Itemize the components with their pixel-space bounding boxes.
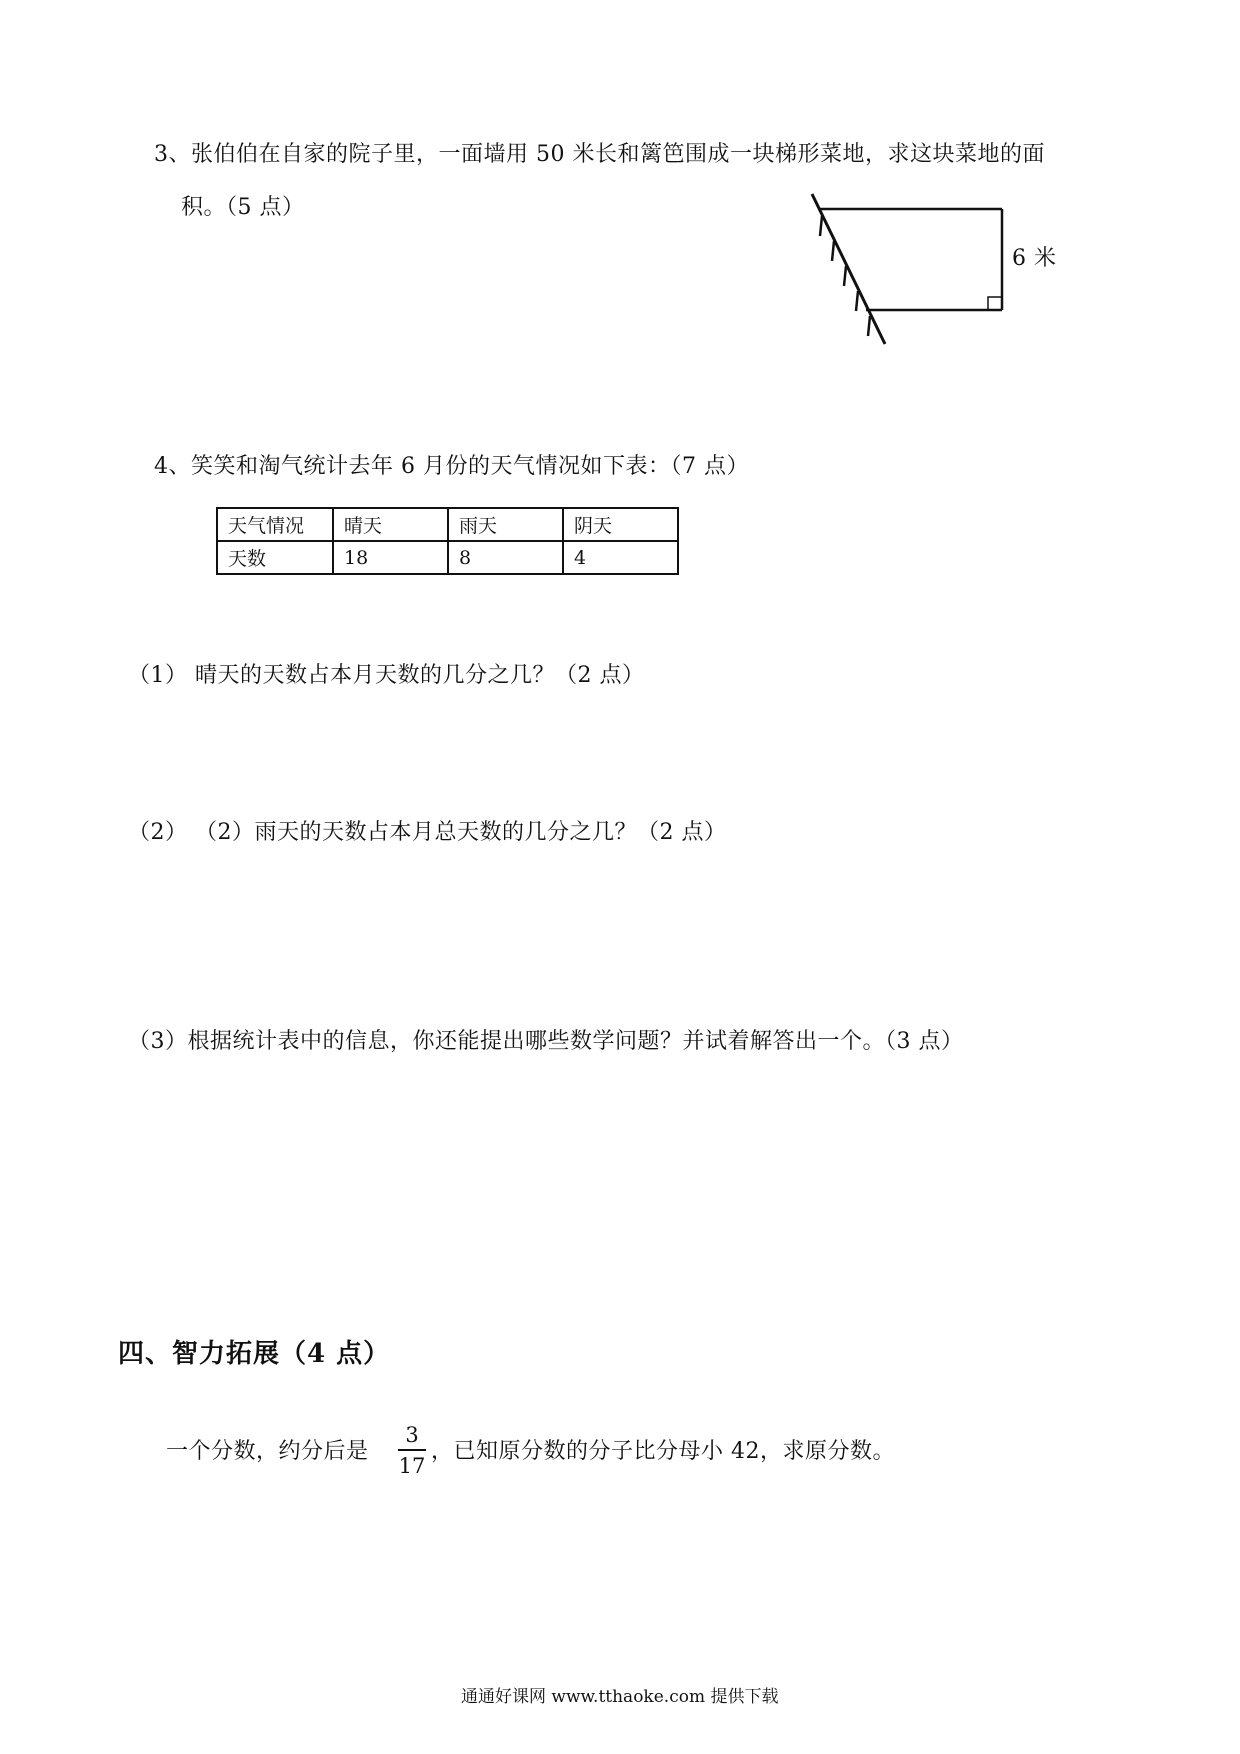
table-cell: 阴天 [563,508,678,541]
table-cell: 8 [448,541,563,574]
q4-text: 4、笑笑和淘气统计去年 6 月份的天气情况如下表：（7 点） [154,454,749,479]
q4-sub3: （3）根据统计表中的信息，你还能提出哪些数学问题？并试着解答出一个。（3 点） [128,1029,964,1054]
problem-before: 一个分数，约分后是 [166,1439,369,1464]
right-angle-mark [988,297,1002,310]
table-cell: 天数 [217,541,333,574]
q4-sub1: （1） 晴天的天数占本月天数的几分之几？（2 点） [128,663,645,688]
problem-after: ，已知原分数的分子比分母小 42，求原分数。 [431,1439,895,1464]
q3-line1: 3、张伯伯在自家的院子里，一面墙用 50 米长和篱笆围成一块梯形菜地，求这块菜地的面 [154,142,1045,167]
fraction-denominator: 17 [398,1454,426,1478]
table-cell: 4 [563,541,678,574]
table-header-row [217,508,678,541]
table-cell: 晴天 [333,508,448,541]
table-row [217,541,678,574]
table-cell: 18 [333,541,448,574]
q3-line2: 积。（5 点） [181,195,305,220]
fraction-numerator: 3 [405,1423,419,1447]
footer-text: 通通好课网 www.tthaoke.com 提供下载 [461,1687,779,1707]
wall-hatching [820,216,870,336]
height-label: 6 米 [1012,246,1057,271]
fraction [396,1422,428,1480]
fraction-bar [398,1449,426,1451]
weather-table [216,507,679,575]
table-cell: 天气情况 [217,508,333,541]
section4-title: 四、智力拓展（4 点） [118,1339,391,1369]
table-cell: 雨天 [448,508,563,541]
q4-sub2: （2） （2）雨天的天数占本月总天数的几分之几？（2 点） [128,820,727,845]
